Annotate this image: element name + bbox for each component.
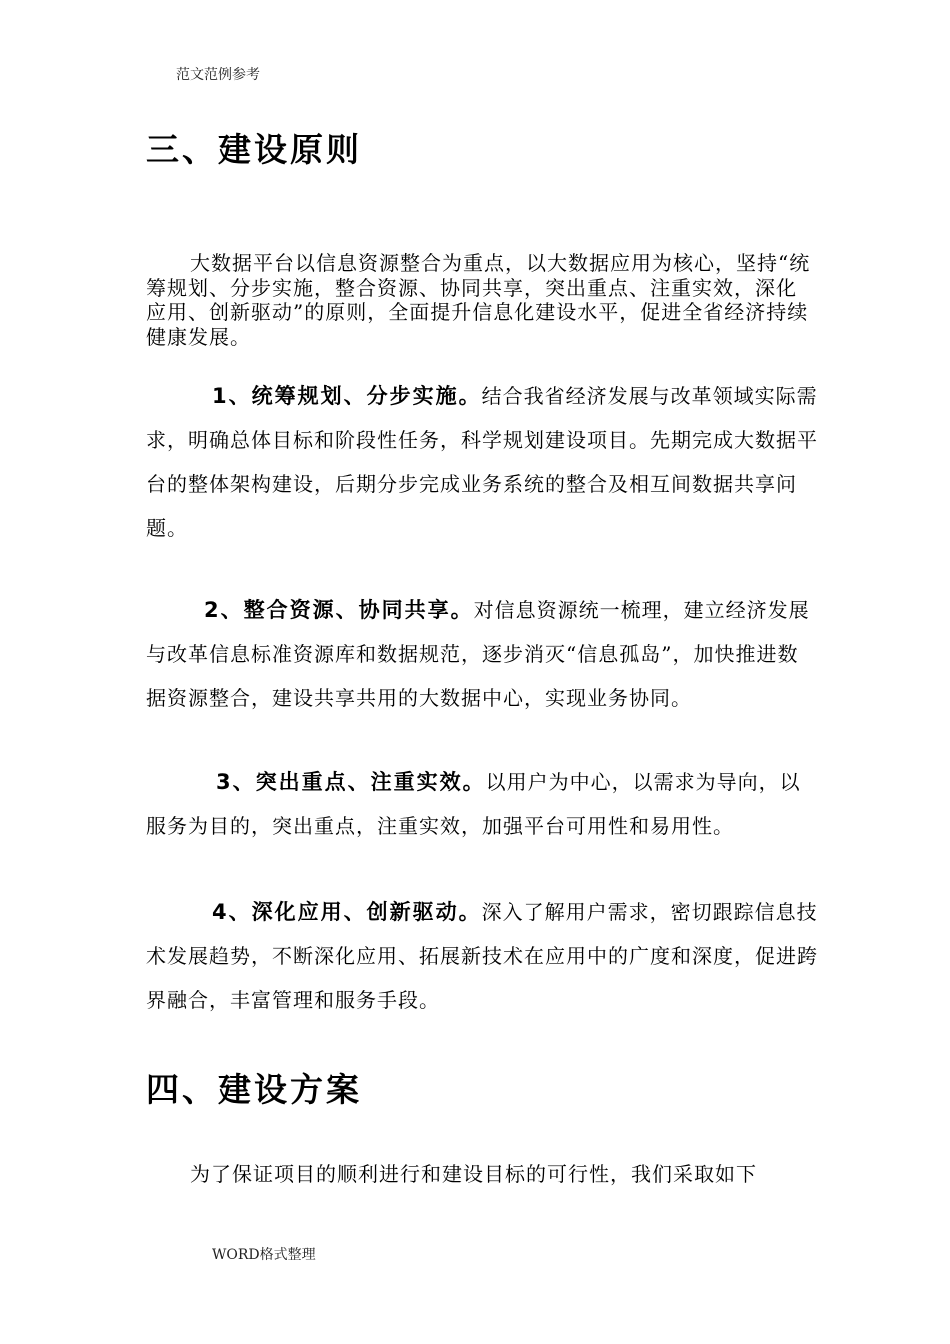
principle-item-4 [146, 890, 818, 1022]
intro-paragraph: 大数据平台以信息资源整合为重点，以大数据应用为核心，坚持“统筹规划、分步实施，整合资源、协同共享，突出重点、注重实效，深化应用、创新驱动”的原则，全面提升信息化建设水平，促进全省经济持续健康发展。 [146, 251, 811, 349]
principle-item-1-text: 结合我省经济发展与改革领域实际需求，明确总体目标和阶段性任务，科学规划建设项目。先期完成大数据平台的整体架构建设，后期分步完成业务系统的整合及相互间数据共享问题。 [146, 384, 818, 540]
page-footer: WORD格式整理 [212, 1247, 316, 1263]
principle-item-3 [146, 760, 818, 848]
section-title-plan: 四、建设方案 [146, 1070, 362, 1109]
principle-item-3-text: 以用户为中心，以需求为导向，以服务为目的，突出重点，注重实效，加强平台可用性和易用性。 [146, 770, 801, 838]
principle-item-4-lead: 4、深化应用、创新驱动。 [212, 900, 482, 924]
principle-item-1 [146, 374, 818, 550]
page-header: 范文范例参考 [176, 67, 260, 83]
principle-item-2-text: 对信息资源统一梳理，建立经济发展与改革信息标准资源库和数据规范，逐步消灭“信息孤岛”，加快推进数据资源整合，建设共享共用的大数据中心，实现业务协同。 [146, 598, 810, 710]
plan-paragraph: 为了保证项目的顺利进行和建设目标的可行性，我们采取如下 [190, 1162, 757, 1186]
section-title-principles: 三、建设原则 [146, 130, 362, 169]
principle-item-1-lead: 1、统筹规划、分步实施。 [212, 384, 482, 408]
principle-item-4-text: 深入了解用户需求，密切跟踪信息技术发展趋势，不断深化应用、拓展新技术在应用中的广度和深度，促进跨界融合，丰富管理和服务手段。 [146, 900, 818, 1012]
principle-item-2 [146, 588, 818, 720]
principle-item-3-lead: 3、突出重点、注重实效。 [216, 770, 486, 794]
principle-item-2-lead: 2、整合资源、协同共享。 [204, 598, 474, 622]
